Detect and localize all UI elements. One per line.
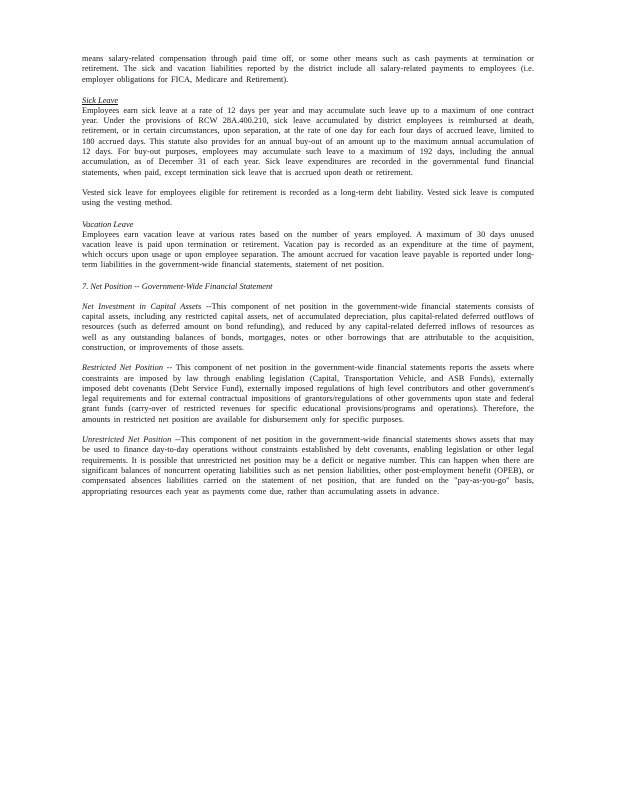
- unrestricted-lead: Unrestricted Net Position: [82, 435, 172, 445]
- vacation-leave-heading: Vacation Leave: [82, 219, 134, 229]
- unrestricted-text: --This component of net position in the government-wide financial statements shows assets that may be used to finance day-to-day operations without constraints established by debt covenants, enabling legislation or other legal requirements. It is possible that unrestricted net position may be a deficit or negative number. This can happen when there are significant balances of noncurrent operating liabilities such as net pension liabilities, other post-employment benefit (OPEB), or compensated absences liabilities carried on the statement of net position, that are funded on the "pay-as-you-go" basis, appropriating resources each year as payments come due, rather than accumulating assets in advance.: [82, 435, 534, 496]
- sick-leave-paragraph: Employees earn sick leave at a rate of 12 days per year and may accumulate such leave up to a maximum of one contract year. Under the provisions of RCW 28A.400.210, sick leave accumulated by district employees is reimbursed at death, retirement, or in certain circumstances, upon separation, at the rate of one day for each four days of accrued leave, limited to 180 accrued days. This statute also provides for an annual buy-out of an amount up to the maximum annual accumulation of 12 days. For buy-out purposes, employees may accumulate such leave to a maximum of 192 days, including the annual accumulation, as of December 31 of each year. Sick leave expenditures are recorded in the governmental fund financial statements, when paid, except termination sick leave that is accrued upon death or retirement.: [82, 105, 534, 177]
- net-investment-paragraph: [82, 302, 534, 353]
- unrestricted-paragraph: [82, 435, 534, 497]
- vested-sick-leave-paragraph: Vested sick leave for employees eligible for retirement is recorded as a long-term debt liability. Vested sick leave is computed using the vesting method.: [82, 187, 534, 208]
- intro-paragraph: means salary-related compensation through paid time off, or some other means such as cash payments at termination or retirement. The sick and vacation liabilities reported by the district include all salary-related payments to employees (i.e. employer obligations for FICA, Medicare and Retirement).: [82, 54, 534, 84]
- net-investment-lead: Net Investment in Capital Assets: [82, 301, 202, 311]
- restricted-lead: Restricted Net Position: [82, 363, 164, 373]
- net-position-heading: 7. Net Position -- Government-Wide Financial Statement: [82, 281, 273, 291]
- sick-leave-heading: Sick Leave: [82, 95, 119, 105]
- restricted-paragraph: [82, 363, 534, 425]
- vacation-leave-paragraph: Employees earn vacation leave at various rates based on the number of years employed. A maximum of 30 days unused vacation leave is paid upon termination or retirement. Vacation pay is recorded as an expenditure at the time of payment, which occurs upon usage or upon employee separation. The amount accrued for vacation leave payable is reported under long-term liabilities in the government-wide financial statements, statement of net position.: [82, 229, 534, 270]
- restricted-text: -- This component of net position in the government-wide financial statements reports the assets where constraints are imposed by law through enabling legislation (Capital, Transportation Vehicle, and ASB Funds), externally imposed debt covenants (Debt Service Fund), externally imposed regulations of high level contributors and other government's legal requirements and for external contractual impositions of grantors/regulations of other governments upon state and federal grant funds (carry-over of restricted revenues for specific educational provisions/programs and operations). Therefore, the amounts in restricted net position are available for disbursement only for specific purposes.: [82, 363, 535, 424]
- net-investment-text: --This component of net position in the government-wide financial statements consists of capital assets, including any restricted capital assets, net of accumulated depreciation, plus capital-related deferred outflows of resources (such as deferred amount on bond refunding), and reduced by any capital-related deferred inflows of resources as well as any outstanding balances of bonds, mortgages, notes or other borrowings that are attributable to the acquisition, construction, or improvements of those assets.: [82, 301, 535, 352]
